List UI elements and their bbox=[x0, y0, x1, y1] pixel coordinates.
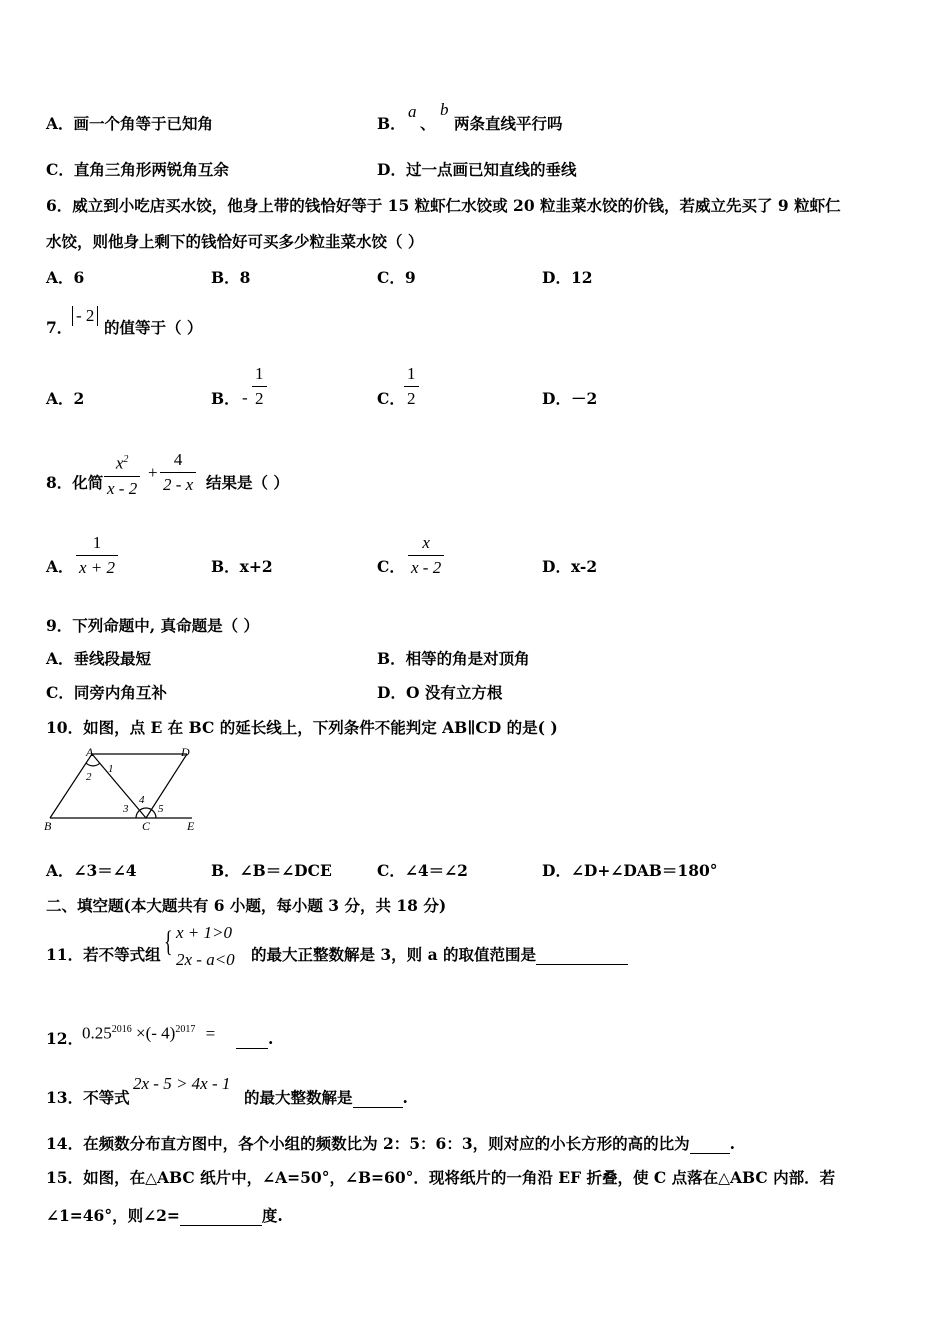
q5-option-d: D．过一点画已知直线的垂线 bbox=[377, 160, 577, 179]
q5-option-b-label: B． bbox=[377, 114, 406, 133]
q9-option-a: A．垂线段最短 bbox=[46, 649, 152, 668]
q11-answer-blank[interactable] bbox=[536, 948, 628, 965]
q8-fraction-1-numerator: $x^2$ bbox=[104, 450, 140, 477]
q6-stem-line2: 水饺，则他身上剩下的钱恰好可买多少粒韭菜水饺（ ） bbox=[46, 232, 424, 251]
q6-option-a: A．6 bbox=[46, 268, 85, 287]
q7-option-b-numerator: 1 bbox=[252, 364, 267, 387]
q13-number: 13．不等式 bbox=[46, 1088, 130, 1107]
q10-angle-3: 3 bbox=[123, 803, 129, 815]
q10-option-b: B．∠B＝∠DCE bbox=[211, 861, 332, 880]
section-2-heading: 二、填空题(本大题共有 6 小题，每小题 3 分，共 18 分) bbox=[46, 896, 447, 915]
q6-stem-line1: 6．威立到小吃店买水饺，他身上带的钱恰好等于 15 粒虾仁水饺或 20 粒韭菜水饺的价钱，若威立先买了 9 粒虾仁 bbox=[46, 196, 841, 215]
q7-option-c-denominator: 2 bbox=[407, 389, 416, 408]
q10-option-c: C．∠4＝∠2 bbox=[377, 861, 468, 880]
q5-option-c: C．直角三角形两锐角互余 bbox=[46, 160, 229, 179]
q8-option-d: D．x-2 bbox=[542, 557, 598, 576]
q9-stem: 9．下列命题中, 真命题是（ ） bbox=[46, 616, 259, 635]
q10-option-d: D．∠D+∠DAB＝180° bbox=[542, 861, 718, 880]
q10-angle-4: 4 bbox=[139, 794, 145, 806]
q8-option-c-fraction bbox=[408, 533, 444, 578]
q12-equals: = bbox=[205, 1023, 216, 1043]
q5-option-b-text: 两条直线平行吗 bbox=[454, 114, 563, 133]
q14-period: . bbox=[729, 1134, 736, 1153]
q6-option-d: D．12 bbox=[542, 268, 593, 287]
q10-angle-1: 1 bbox=[108, 763, 114, 775]
q11-stem bbox=[251, 945, 628, 965]
q15-stem-line1: 15．如图，在△ABC 纸片中，∠A=50°，∠B=60°．现将纸片的一角沿 EF 折叠，使 C 点落在△ABC 内部．若 bbox=[46, 1168, 836, 1187]
q11-inequality-1: x + 1>0 bbox=[176, 923, 232, 942]
q10-label-e: E bbox=[187, 819, 195, 833]
q15-unit: 度. bbox=[261, 1206, 283, 1225]
q9-option-b: B．相等的角是对顶角 bbox=[377, 649, 530, 668]
q5-separator: 、 bbox=[420, 114, 436, 133]
q15-stem-line2-text: ∠1=46°，则∠2= bbox=[46, 1206, 180, 1225]
q10-label-a: A bbox=[86, 745, 94, 759]
q12-exponent-1: 2016 bbox=[111, 1024, 132, 1035]
q7-option-c-fraction bbox=[404, 364, 419, 409]
q11-inequality-2: 2x - a<0 bbox=[176, 950, 235, 969]
q13-answer-blank[interactable] bbox=[353, 1091, 403, 1108]
q10-segment-dc bbox=[146, 754, 187, 818]
q14-stem bbox=[46, 1134, 735, 1154]
q13-inequality: 2x - 5 > 4x - 1 bbox=[133, 1074, 231, 1093]
q10-label-b: B bbox=[44, 819, 52, 833]
q6-option-c: C．9 bbox=[377, 268, 416, 287]
q7-option-b-label: B． bbox=[211, 389, 240, 408]
q7-abs-value: - 2 bbox=[72, 306, 98, 326]
q12-answer-area bbox=[236, 1029, 273, 1049]
q12-period: . bbox=[268, 1029, 274, 1048]
q14-answer-blank[interactable] bbox=[690, 1137, 730, 1154]
q9-option-c: C．同旁内角互补 bbox=[46, 683, 167, 702]
q7-stem: 的值等于（ ） bbox=[104, 318, 203, 337]
q12-times: × bbox=[136, 1023, 146, 1043]
q11-brace: { bbox=[164, 925, 173, 958]
q8-fraction-1 bbox=[104, 450, 140, 499]
q13-period: . bbox=[402, 1088, 408, 1107]
q12-answer-blank[interactable] bbox=[236, 1032, 268, 1049]
q6-option-b: B．8 bbox=[211, 268, 251, 287]
q13-stem-text: 的最大整数解是 bbox=[244, 1088, 353, 1107]
q10-angle-arc-a bbox=[86, 763, 100, 766]
q10-angle-5: 5 bbox=[158, 803, 164, 815]
q10-label-d: D bbox=[181, 745, 190, 759]
q5-var-b: b bbox=[440, 100, 449, 119]
q5-var-a: a bbox=[408, 102, 417, 121]
q8-fraction-2-denominator: 2 - x bbox=[163, 475, 194, 494]
q8-option-b: B．x+2 bbox=[211, 557, 273, 576]
q8-fraction-2 bbox=[160, 450, 196, 495]
q10-segment-ab bbox=[50, 754, 92, 818]
q7-option-b-sign: - bbox=[242, 388, 248, 407]
q12-exponent-2: 2017 bbox=[175, 1024, 196, 1035]
q7-option-c-numerator: 1 bbox=[404, 364, 419, 387]
q10-stem: 10．如图，点 E 在 BC 的延长线上，下列条件不能判定 AB∥CD 的是( ) bbox=[46, 718, 558, 737]
q7-option-c-label: C． bbox=[377, 389, 405, 408]
q8-option-a-label: A． bbox=[46, 557, 74, 576]
q8-option-a-numerator: 1 bbox=[76, 533, 118, 556]
q12-expression bbox=[82, 1020, 215, 1044]
q8-stem: 结果是（ ） bbox=[206, 473, 289, 492]
q9-option-d: D．O 没有立方根 bbox=[377, 683, 503, 702]
q8-option-c-numerator: x bbox=[408, 533, 444, 556]
q8-fraction-2-numerator: 4 bbox=[160, 450, 196, 473]
q8-option-c-label: C． bbox=[377, 557, 405, 576]
q10-parallelogram-figure bbox=[40, 744, 210, 836]
q8-fraction-1-denominator: x - 2 bbox=[107, 478, 138, 498]
q8-number: 8．化简 bbox=[46, 473, 104, 492]
q11-number: 11．若不等式组 bbox=[46, 945, 161, 964]
q5-option-b bbox=[377, 114, 406, 134]
q8-option-a-denominator: x + 2 bbox=[79, 558, 116, 577]
q7-option-d: D．－2 bbox=[542, 389, 598, 408]
q14-stem-text: 14．在频数分布直方图中，各个小组的频数比为 2：5：6：3，则对应的小长方形的高的比为 bbox=[46, 1134, 690, 1153]
q8-option-c-denominator: x - 2 bbox=[411, 558, 442, 577]
q12-number: 12． bbox=[46, 1029, 84, 1048]
q7-option-b-denominator: 2 bbox=[255, 389, 264, 408]
q15-stem-line2 bbox=[46, 1206, 283, 1226]
q11-stem-text: 的最大正整数解是 3，则 a 的取值范围是 bbox=[251, 945, 537, 964]
q12-base-1: 0.25 bbox=[82, 1023, 112, 1043]
q7-option-a: A．2 bbox=[46, 389, 85, 408]
q15-answer-blank[interactable] bbox=[180, 1209, 262, 1226]
q8-plus-sign: + bbox=[148, 463, 158, 482]
q10-angle-2: 2 bbox=[86, 771, 92, 783]
q10-label-c: C bbox=[142, 819, 151, 833]
q7-number: 7． bbox=[46, 318, 73, 337]
q10-option-a: A．∠3＝∠4 bbox=[46, 861, 137, 880]
q5-option-a: A．画一个角等于已知角 bbox=[46, 114, 214, 133]
q8-option-a-fraction bbox=[76, 533, 118, 578]
q13-stem bbox=[244, 1088, 408, 1108]
q7-option-b-fraction bbox=[252, 364, 267, 409]
q12-base-2: (- 4) bbox=[145, 1023, 176, 1043]
